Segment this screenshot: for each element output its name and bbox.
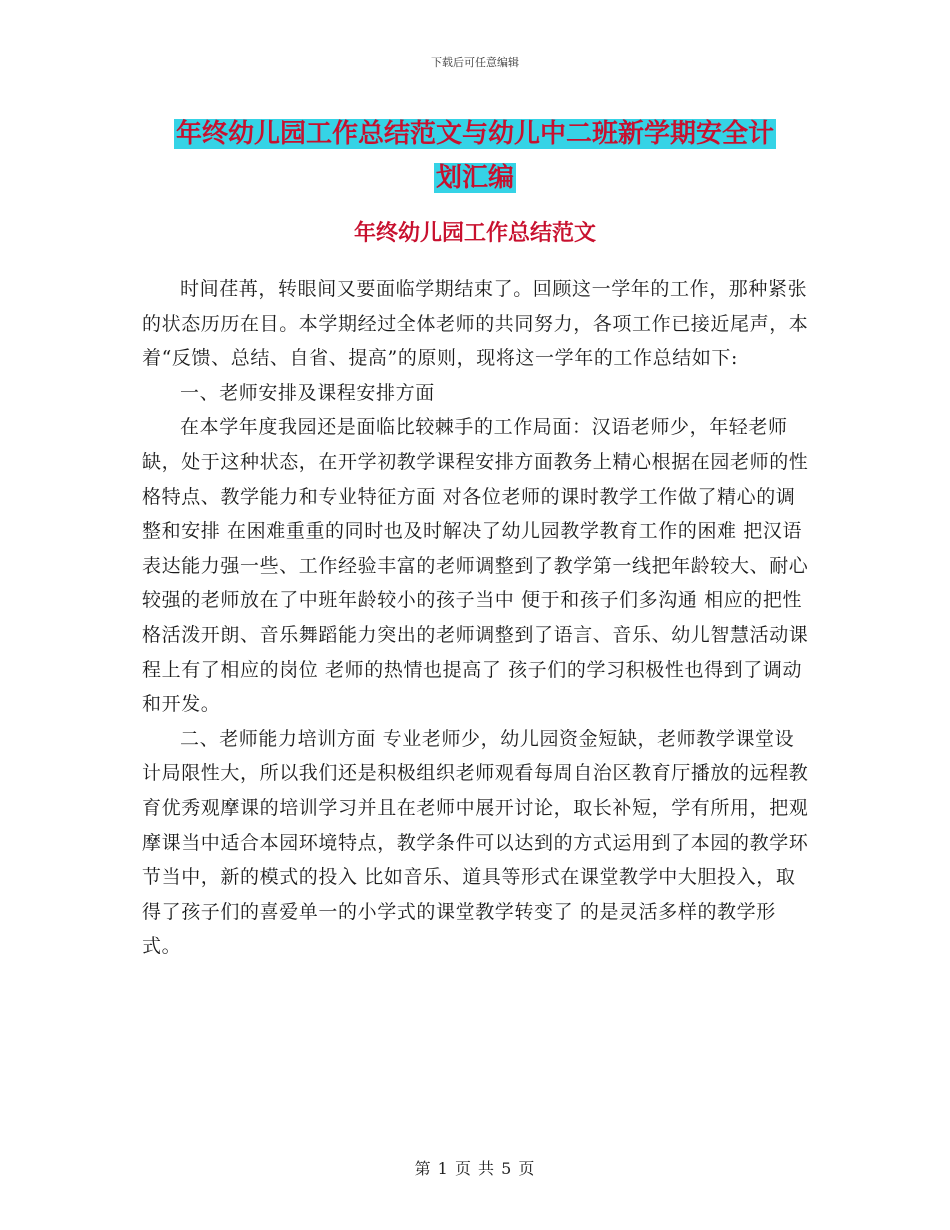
header-note: 下载后可任意编辑 [431, 56, 519, 69]
document-title [0, 112, 950, 200]
body-text [142, 272, 810, 964]
paragraph-intro: 时间荏苒，转眼间又要面临学期结束了。回顾这一学年的工作，那种紧张的状态历历在目。本学期经过全体老师的共同努力，各项工作已接近尾声，本着“反馈、总结、自省、提高”的原则，现将这一学年的工作总结如下: [142, 278, 809, 370]
paragraph-heading-1: 一、老师安排及课程安排方面 [180, 381, 435, 404]
document-title-line-2: 划汇编 [435, 163, 514, 193]
section-title: 年终幼儿园工作总结范文 [353, 221, 596, 246]
paragraph-teacher-arrangement: 在本学年度我园还是面临比较棘手的工作局面：汉语老师少，年轻老师缺，处于这种状态，在开学初教学课程安排方面教务上精心根据在园老师的性格特点、教学能力和专业特征方面 对各位老师的课时教学工作做了精心的调整和安排 在困难重重的同时也及时解决了幼儿园教学教育工作的困难 把汉语表达能力强一些、工作经验丰富的老师调整到了教学第一线把年龄较大、耐心较强的老师放在了中班年龄较小的孩子当中 便于和孩子们多沟通 相应的把性格活泼开朗、音乐舞蹈能力突出的老师调整到了语言、音乐、幼儿智慧活动课程上有了相应的岗位 老师的热情也提高了 孩子们的学习积极性也得到了调动和开发。 [142, 416, 809, 716]
paragraph-teacher-training: 二、老师能力培训方面 专业老师少，幼儿园资金短缺，老师教学课堂设计局限性大，所以我们还是积极组织老师观看每周自治区教育厅播放的远程教育优秀观摩课的培训学习并且在老师中展开讨论，取长补短，学有所用，把观摩课当中适合本园环境特点，教学条件可以达到的方式运用到了本园的教学环节当中，新的模式的投入 比如音乐、道具等形式在课堂教学中大胆投入，取得了孩子们的喜爱单一的小学式的课堂教学转变了 的是灵活多样的教学形式。 [142, 727, 809, 958]
document-title-line-1: 年终幼儿园工作总结范文与幼儿中二班新学期安全计 [175, 119, 774, 149]
page-footer: 第 1 页 共 5 页 [414, 1159, 536, 1178]
